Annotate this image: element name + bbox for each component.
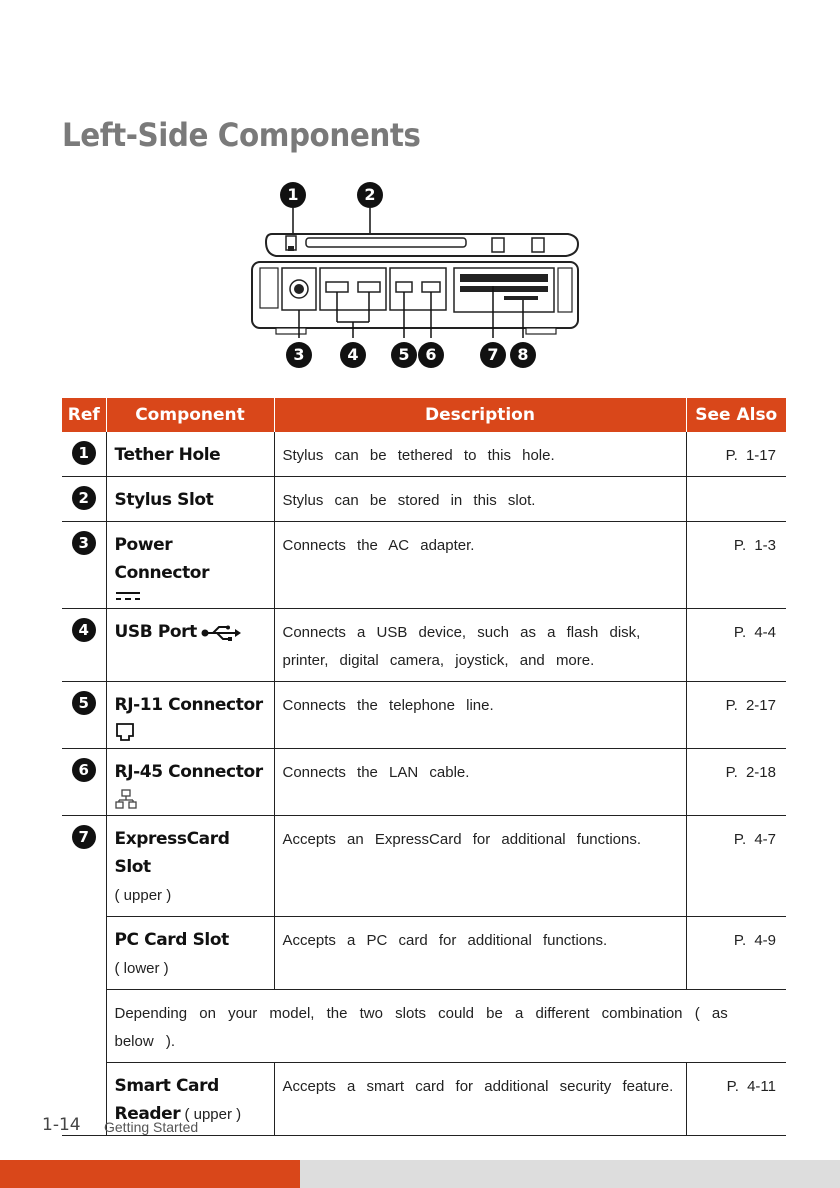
- see-also-link[interactable]: P. 4-9: [686, 917, 786, 990]
- component-name: RJ-45 Connector: [114, 762, 263, 782]
- component-description: Accepts a PC card for additional functions.: [274, 917, 686, 990]
- slot-combination-note: Depending on your model, the two slots could be a different combination ( as below ).: [106, 990, 786, 1063]
- footer-accent-bar: [0, 1160, 300, 1188]
- component-qualifier: ( upper ): [114, 887, 172, 904]
- table-row: [62, 749, 786, 816]
- component-name: Tether Hole: [114, 445, 221, 465]
- ref-badge: 2: [72, 486, 96, 510]
- page-title: Left-Side Components: [62, 116, 421, 154]
- table-note-row: [62, 990, 786, 1063]
- component-description: Connects the telephone line.: [274, 682, 686, 749]
- table-row: [62, 522, 786, 609]
- component-name: RJ-11 Connector: [114, 695, 263, 715]
- component-name: PC Card Slot: [114, 930, 229, 950]
- component-description: Accepts an ExpressCard for additional functions.: [274, 816, 686, 917]
- network-icon: [115, 789, 137, 809]
- callout-7: 7: [480, 342, 506, 368]
- ref-badge: 7: [72, 825, 96, 849]
- footer-page-number: 1-14: [42, 1115, 81, 1135]
- see-also-link[interactable]: P. 4-7: [686, 816, 786, 917]
- component-description: Stylus can be tethered to this hole.: [274, 432, 686, 477]
- see-also-link[interactable]: P. 4-11: [686, 1063, 786, 1136]
- table-row: [62, 432, 786, 477]
- see-also-link[interactable]: P. 2-18: [686, 749, 786, 816]
- table-row: [62, 477, 786, 522]
- table-row: [62, 682, 786, 749]
- component-name: Smart Card Reader: [114, 1076, 219, 1124]
- see-also-link[interactable]: P. 2-17: [686, 682, 786, 749]
- component-name: ExpressCard Slot: [114, 829, 230, 877]
- ref-badge: 1: [72, 441, 96, 465]
- component-name: Stylus Slot: [114, 490, 214, 510]
- header-see-also: See Also: [686, 398, 786, 432]
- ref-badge: 5: [72, 691, 96, 715]
- see-also-link[interactable]: P. 1-17: [686, 432, 786, 477]
- component-description: Connects the AC adapter.: [274, 522, 686, 609]
- component-qualifier: ( lower ): [114, 960, 169, 977]
- components-table: [62, 398, 786, 1136]
- see-also-link[interactable]: [686, 477, 786, 522]
- callout-3: 3: [286, 342, 312, 368]
- component-name: Power Connector: [114, 535, 210, 583]
- ref-badge: 3: [72, 531, 96, 555]
- callout-2: 2: [357, 182, 383, 208]
- callout-6: 6: [418, 342, 444, 368]
- component-description: Stylus can be stored in this slot.: [274, 477, 686, 522]
- ref-badge: 4: [72, 618, 96, 642]
- dc-power-icon: [115, 590, 141, 602]
- table-row: [62, 917, 786, 990]
- callout-5: 5: [391, 342, 417, 368]
- usb-icon: [201, 625, 241, 641]
- footer-section-title: Getting Started: [104, 1119, 199, 1135]
- table-header-row: [62, 398, 786, 432]
- see-also-link[interactable]: P. 1-3: [686, 522, 786, 609]
- header-description: Description: [274, 398, 686, 432]
- callout-1: 1: [280, 182, 306, 208]
- component-description: Accepts a smart card for additional security feature.: [274, 1063, 686, 1136]
- component-qualifier: ( upper ): [180, 1106, 242, 1123]
- header-ref: Ref: [62, 398, 106, 432]
- header-component: Component: [106, 398, 274, 432]
- device-left-side-figure: [236, 176, 596, 376]
- callout-4: 4: [340, 342, 366, 368]
- component-description: Connects the LAN cable.: [274, 749, 686, 816]
- phone-jack-icon: [115, 722, 135, 742]
- see-also-link[interactable]: P. 4-4: [686, 609, 786, 682]
- table-row: [62, 816, 786, 917]
- ref-badge: 6: [72, 758, 96, 782]
- table-row: [62, 609, 786, 682]
- component-name: USB Port: [114, 622, 197, 642]
- callout-8: 8: [510, 342, 536, 368]
- component-description: Connects a USB device, such as a flash disk, printer, digital camera, joystick, and more.: [274, 609, 686, 682]
- footer-grey-bar: [300, 1160, 840, 1188]
